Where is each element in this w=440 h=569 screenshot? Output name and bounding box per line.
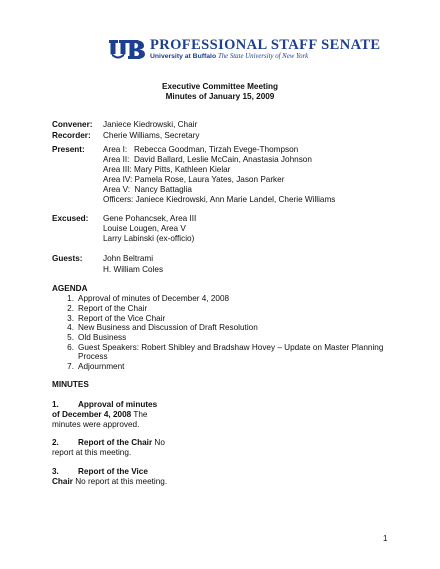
document-title: [0, 82, 440, 102]
agenda-item-number: 7.: [67, 362, 74, 371]
minutes-item-number: 2.: [52, 438, 59, 447]
agenda-item-number: 6.: [67, 343, 74, 352]
agenda-item-text: Report of the Chair: [78, 304, 148, 313]
minutes-item-heading-cont: of December 4, 2008: [52, 410, 132, 419]
agenda-item-text: Adjournment: [78, 362, 125, 371]
present-line: Area IV: Pamela Rose, Laura Yates, Jason Parker: [103, 175, 285, 184]
minutes-item-line: [52, 438, 59, 448]
ub-logo-mark: [108, 38, 148, 62]
present-label: Present:: [52, 145, 85, 154]
agenda-item-text: Guest Speakers: Robert Shibley and Bradshaw Hovey – Update on Master Planning: [78, 343, 384, 352]
org-name: PROFESSIONAL STAFF SENATE: [150, 37, 381, 53]
present-line: Area V: Nancy Battaglia: [103, 185, 192, 194]
agenda-item-text: Process: [78, 352, 108, 361]
agenda-item-number: 2.: [67, 304, 74, 313]
excused-line: Larry Labinski (ex-officio): [103, 234, 195, 243]
minutes-item-line: [52, 477, 167, 487]
minutes-item-text: No: [152, 438, 165, 447]
agenda-item-number: 5.: [67, 333, 74, 342]
university-name: University at Buffalo: [150, 53, 217, 60]
minutes-item-line: [78, 438, 165, 448]
convener-label: Convener:: [52, 120, 93, 129]
minutes-item-text: minutes were approved.: [52, 420, 140, 429]
minutes-item-number: 1.: [52, 400, 59, 409]
agenda-item-text: New Business and Discussion of Draft Resolution: [78, 323, 258, 332]
agenda-item-text: Old Business: [78, 333, 127, 342]
convener-value: Janiece Kiedrowski, Chair: [103, 120, 198, 129]
present-line: Officers: Janiece Kiedrowski, Ann Marie Landel, Cherie Williams: [103, 195, 336, 204]
guest-line: John Beltrami: [103, 254, 154, 263]
minutes-heading: MINUTES: [52, 380, 89, 389]
agenda-item-number: 3.: [67, 314, 74, 323]
minutes-item-text: No report at this meeting.: [72, 477, 168, 486]
recorder-value: Cherie Williams, Secretary: [103, 131, 200, 140]
excused-label: Excused:: [52, 214, 89, 223]
minutes-item-heading: Approval of minutes: [78, 400, 158, 409]
agenda-item-number: 4.: [67, 323, 74, 332]
minutes-item-line: [52, 410, 147, 420]
agenda-heading: AGENDA: [52, 284, 88, 293]
excused-line: Louise Lougen, Area V: [103, 224, 186, 233]
recorder-label: Recorder:: [52, 131, 91, 140]
guest-line: H. William Coles: [103, 265, 164, 274]
minutes-item-heading-cont: Chair: [52, 477, 73, 486]
agenda-item-text: Approval of minutes of December 4, 2008: [78, 294, 230, 303]
agenda-item-number: 1.: [67, 294, 74, 303]
minutes-item-text: The: [131, 410, 148, 419]
minutes-item-number: 3.: [52, 467, 59, 476]
present-line: Area III: Mary Pitts, Kathleen Kielar: [103, 165, 231, 174]
present-line: Area II: David Ballard, Leslie McCain, Anastasia Johnson: [103, 155, 312, 164]
title-line-2: Minutes of January 15, 2009: [165, 92, 275, 101]
excused-line: Gene Pohancsek, Area III: [103, 214, 197, 223]
title-line-1: Executive Committee Meeting: [161, 82, 279, 91]
agenda-item-text: Report of the Vice Chair: [78, 314, 166, 323]
present-line: Area I: Rebecca Goodman, Tirzah Evege-Thompson: [103, 145, 299, 154]
guests-label: Guests:: [52, 254, 83, 263]
minutes-item-heading: Report of the Vice: [78, 467, 148, 476]
system-name: The State University of New York: [218, 53, 309, 60]
minutes-item-heading: Report of the Chair: [78, 438, 153, 447]
page-number: 1: [383, 534, 388, 543]
minutes-item-text: report at this meeting.: [52, 448, 132, 457]
org-subtitle: [150, 53, 308, 61]
